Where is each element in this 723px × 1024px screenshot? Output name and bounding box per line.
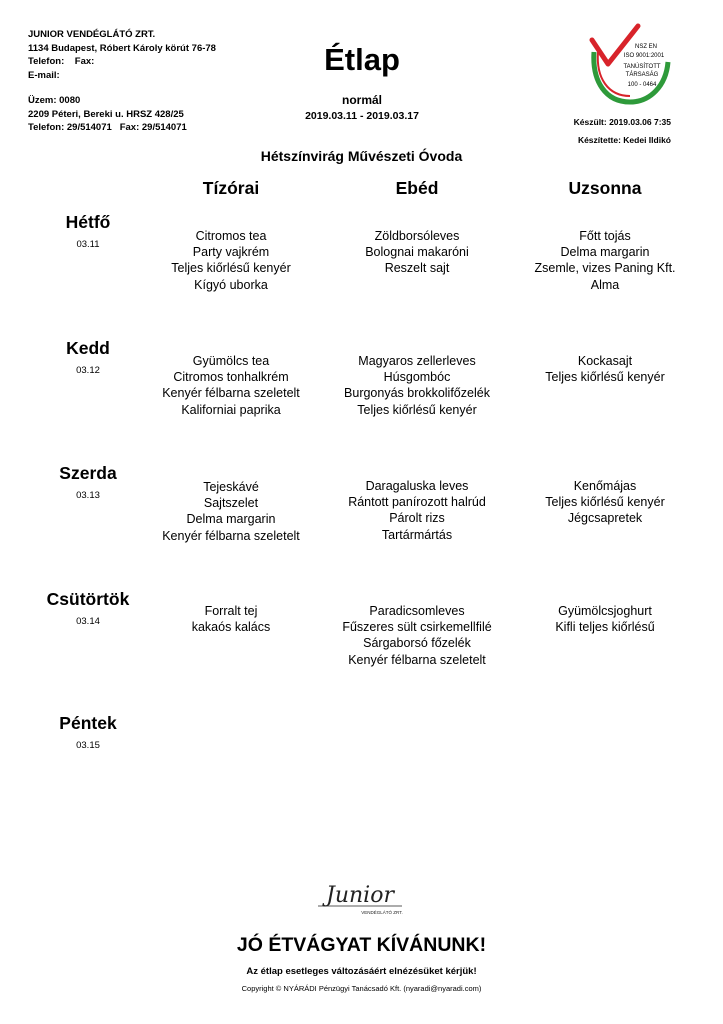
cell-uzsonna [505, 353, 705, 385]
meal-items: Főtt tojás Delma margarin Zsemle, vizes Paning Kft. Alma [534, 229, 676, 292]
cell-uzsonna [505, 603, 705, 635]
day-label [28, 589, 148, 627]
meal-items: Forralt tej kakaós kalács [191, 604, 271, 635]
menu-type: normál [341, 93, 382, 107]
day-name: Szerda [59, 463, 117, 483]
day-label [28, 713, 148, 751]
day-date: 03.13 [76, 490, 100, 501]
cert-line3: TANÚSÍTOTT [623, 64, 661, 70]
cell-ebed [317, 603, 517, 668]
cell-uzsonna [505, 228, 705, 293]
column-header-ebed: Ebéd [395, 178, 439, 198]
junior-logo [310, 878, 410, 920]
column-header-uzsonna: Uzsonna [568, 178, 642, 198]
meal-items: Kenőmájas Teljes kiőrlésű kenyér Jégcsapretek [545, 479, 665, 526]
company-info [28, 28, 216, 82]
created-date: Készült: 2019.03.06 7:35 [573, 117, 671, 127]
meal-items: Gyümölcsjoghurt Kifli teljes kiőrlésű [555, 604, 655, 635]
day-date: 03.14 [76, 616, 100, 627]
cell-ebed [317, 478, 517, 543]
company-name: JUNIOR VENDÉGLÁTÓ ZRT. [28, 29, 156, 40]
plant-address: 2209 Péteri, Bereki u. HRSZ 428/25 [28, 108, 184, 120]
logo-text: Junior [326, 883, 394, 908]
company-phone: Telefon: Fax: [28, 56, 95, 67]
day-name: Csütörtök [46, 589, 130, 609]
cell-tizorai [131, 479, 331, 544]
meal-items: Citromos tea Party vajkrém Teljes kiőrlésű kenyér Kígyó uborka [171, 229, 291, 292]
cert-line1: NSZ EN [634, 44, 658, 50]
creation-info [574, 113, 671, 149]
day-label [28, 338, 148, 376]
menu-period: 2019.03.11 - 2019.03.17 [305, 110, 419, 122]
plant-phone: Telefon: 29/514071 Fax: 29/514071 [28, 122, 187, 133]
day-date: 03.11 [76, 239, 100, 250]
day-name: Péntek [59, 713, 117, 733]
day-label [28, 212, 148, 250]
meal-items: Kockasajt Teljes kiőrlésű kenyér [545, 354, 665, 385]
column-header-tizorai: Tízórai [202, 178, 260, 198]
cert-line5: 100 - 0464 [627, 82, 657, 88]
school-name: Hétszínvirág Művészeti Óvoda [260, 148, 463, 164]
cert-line2: ISO 9001:2001 [623, 53, 665, 59]
day-name: Kedd [66, 338, 110, 358]
cell-tizorai [131, 228, 331, 293]
slogan: JÓ ÉTVÁGYAT KÍVÁNUNK! [236, 934, 487, 956]
change-note: Az étlap esetleges változásáért elnézésüket kérjük! [246, 966, 477, 977]
cell-tizorai [131, 353, 331, 418]
plant-id: Üzem: 0080 [28, 95, 81, 106]
cert-line4: TÁRSASÁG [625, 72, 659, 78]
meal-items: Magyaros zellerleves Húsgombóc Burgonyás brokkolifőzelék Teljes kiőrlésű kenyér [344, 354, 490, 417]
meal-items: Zöldborsóleves Bolognai makaróni Reszelt sajt [365, 229, 469, 276]
created-by: Készítette: Kedei Ildikó [577, 135, 671, 145]
day-date: 03.15 [76, 740, 100, 751]
plant-info [28, 94, 187, 135]
meal-items: Daragaluska leves Rántott panírozott halrúd Párolt rizs Tartármártás [348, 479, 486, 542]
logo-sub: VENDÉGLÁTÓ ZRT. [361, 910, 403, 915]
iso-certificate-icon [586, 22, 672, 106]
cell-tizorai [131, 603, 331, 635]
cell-ebed [317, 228, 517, 277]
page-title: Étlap [324, 42, 400, 77]
company-email: E-mail: [28, 69, 60, 81]
cell-uzsonna [505, 478, 705, 527]
meal-items: Paradicsomleves Fűszeres sült csirkemellfilé Sárgaborsó főzelék Kenyér félbarna szeletelt [342, 604, 492, 667]
meal-items: Tejeskávé Sajtszelet Delma margarin Kenyér félbarna szeletelt [162, 480, 300, 543]
company-address: 1134 Budapest, Róbert Károly körút 76-78 [28, 42, 216, 54]
meal-items: Gyümölcs tea Citromos tonhalkrém Kenyér félbarna szeletelt Kaliforniai paprika [162, 354, 300, 417]
day-date: 03.12 [76, 365, 100, 376]
cell-ebed [317, 353, 517, 418]
day-name: Hétfő [65, 212, 111, 232]
day-label [28, 463, 148, 501]
copyright: Copyright © NYÁRÁDI Pénzügyi Tanácsadó Kft. (nyaradi@nyaradi.com) [241, 984, 482, 993]
